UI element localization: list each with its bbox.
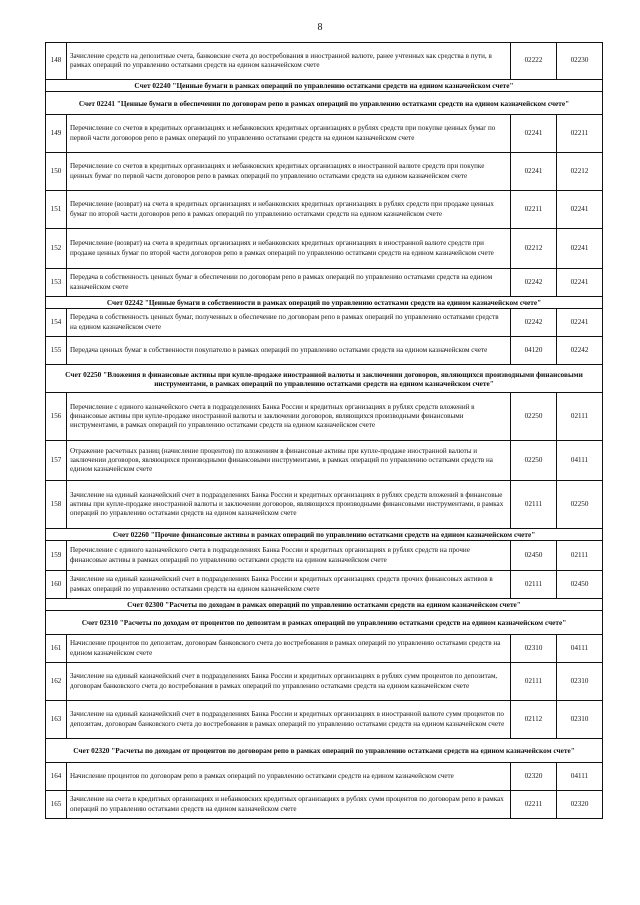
- section-header: Счет 02242 "Ценные бумаги в собственности в рамках операций по управлению остатками средств на едином казначейском счете": [46, 297, 603, 309]
- table-row: [46, 229, 603, 269]
- operation-description: Зачисление на единый казначейский счет в подразделениях Банка России и кредитных организациях в рублях сумм процентов по депозитам, договорам банковского счета до востребования в рамках операций по управлению остатками средств на едином казначейском счете: [67, 663, 511, 701]
- table-row: [46, 541, 603, 571]
- page-number: 8: [317, 22, 323, 33]
- credit-account: 02310: [557, 663, 603, 701]
- credit-account: 02241: [557, 269, 603, 297]
- credit-account: 02212: [557, 153, 603, 191]
- operation-description: Зачисление на единый казначейский счет в подразделениях Банка России и кредитных организациях в рублях средств вложений в финансовые активы при купле-продаже иностранной валюты и заключении договоров, являющихся производными финансовыми инструментами, в рамках операций по управлению остатками средств на едином казначейском счете: [67, 481, 511, 529]
- credit-account: 02250: [557, 481, 603, 529]
- section-header: Счет 02310 "Расчеты по доходам от процентов по депозитам в рамках операций по управлению остатками средств на едином казначейском счете": [46, 611, 603, 635]
- table-row: [46, 191, 603, 229]
- row-number: 154: [46, 309, 67, 337]
- debit-account: 02111: [511, 663, 557, 701]
- table-row: [46, 393, 603, 441]
- table-row: [46, 441, 603, 481]
- credit-account: 02242: [557, 337, 603, 365]
- operation-description: Отражение расчетных разниц (начисление процентов) по вложениям в финансовые активы при купле-продаже иностранной валюты и заключении договоров, являющихся производными финансовыми инструментами, в рамках операций по управлению остатками средств на едином казначейском счете: [67, 441, 511, 481]
- debit-account: 02450: [511, 541, 557, 571]
- table-body: [46, 43, 603, 819]
- section-header-row: [46, 92, 603, 115]
- row-number: 150: [46, 153, 67, 191]
- section-header: Счет 02241 "Ценные бумаги в обеспечении по договорам репо в рамках операций по управлению остатками средств на едином казначейском счете": [46, 92, 603, 115]
- operation-description: Начисление процентов по депозитам, договорам банковского счета до востребования в рамках операций по управлению остатками средств на едином казначейском счете: [67, 635, 511, 663]
- operation-description: Начисление процентов по договорам репо в рамках операций по управлению остатками средств на едином казначейском счете: [67, 763, 511, 791]
- credit-account: 02211: [557, 115, 603, 153]
- credit-account: 02230: [557, 43, 603, 80]
- table-row: [46, 43, 603, 80]
- row-number: 152: [46, 229, 67, 269]
- debit-account: 02241: [511, 153, 557, 191]
- row-number: 165: [46, 791, 67, 819]
- row-number: 158: [46, 481, 67, 529]
- row-number: 155: [46, 337, 67, 365]
- operation-description: Зачисление на единый казначейский счет в подразделениях Банка России и кредитных организациях средств прочих финансовых активов в рамках операций по управлению остатками средств на едином казначейском счете: [67, 571, 511, 599]
- row-number: 160: [46, 571, 67, 599]
- section-header-row: [46, 297, 603, 309]
- section-header: Счет 02320 "Расчеты по доходам от процентов по договорам репо в рамках операций по управлению остатками средств на едином казначейском счете": [46, 739, 603, 763]
- debit-account: 04120: [511, 337, 557, 365]
- operation-description: Перечисление с единого казначейского счета в подразделениях Банка России и кредитных организациях в рублях средств на прочие финансовые активы в рамках операций по управлению остатками средств на едином казначейском счете: [67, 541, 511, 571]
- debit-account: 02211: [511, 191, 557, 229]
- operation-description: Зачисление средств на депозитные счета, банковские счета до востребования в иностранной валюте, ранее учтенных как средства в пути, в рамках операций по управлению остатками средств на едином казначейском счете: [67, 43, 511, 80]
- row-number: 148: [46, 43, 67, 80]
- table-row: [46, 701, 603, 739]
- accounting-entries-table: [45, 42, 603, 819]
- table-row: [46, 571, 603, 599]
- credit-account: 02320: [557, 791, 603, 819]
- debit-account: 02211: [511, 791, 557, 819]
- operation-description: Перечисление (возврат) на счета в кредитных организациях и небанковских кредитных организациях в рублях средств при продаже ценных бумаг по второй части договоров репо в рамках операций по управлению остатками средств на едином казначейском счете: [67, 191, 511, 229]
- row-number: 151: [46, 191, 67, 229]
- credit-account: 02241: [557, 229, 603, 269]
- section-header-row: [46, 739, 603, 763]
- operation-description: Передача в собственность ценных бумаг, полученных в обеспечение по договорам репо в рамках операций по управлению остатками средств на едином казначейском счете: [67, 309, 511, 337]
- credit-account: 04111: [557, 441, 603, 481]
- row-number: 156: [46, 393, 67, 441]
- credit-account: 04111: [557, 763, 603, 791]
- table-row: [46, 481, 603, 529]
- debit-account: 02212: [511, 229, 557, 269]
- credit-account: 02241: [557, 191, 603, 229]
- table-row: [46, 309, 603, 337]
- debit-account: 02310: [511, 635, 557, 663]
- section-header-row: [46, 529, 603, 541]
- debit-account: 02241: [511, 115, 557, 153]
- table-row: [46, 763, 603, 791]
- row-number: 149: [46, 115, 67, 153]
- row-number: 162: [46, 663, 67, 701]
- table-row: [46, 153, 603, 191]
- row-number: 164: [46, 763, 67, 791]
- table-row: [46, 791, 603, 819]
- operation-description: Зачисление на единый казначейский счет в подразделениях Банка России и кредитных организациях в иностранной валюте сумм процентов по депозитам, договорам банковского счета до востребования в рамках операций по управлению остатками средств на едином казначейском счете: [67, 701, 511, 739]
- table-row: [46, 337, 603, 365]
- credit-account: 02111: [557, 393, 603, 441]
- operation-description: Перечисление со счетов в кредитных организациях и небанковских кредитных организациях в рублях средств при покупке ценных бумаг по первой части договоров репо в рамках операций по управлению остатками средств на едином казначейском счете: [67, 115, 511, 153]
- row-number: 163: [46, 701, 67, 739]
- debit-account: 02111: [511, 571, 557, 599]
- section-header: Счет 02300 "Расчеты по доходам в рамках операций по управлению остатками средств на едином казначейском счете": [46, 599, 603, 611]
- operation-description: Перечисление с единого казначейского счета в подразделениях Банка России и кредитных организациях в рублях средств вложений в финансовые активы при купле-продаже иностранной валюты и заключении договоров, являющихся производными финансовыми инструментами, в рамках операций по управлению остатками средств на едином казначейском счете: [67, 393, 511, 441]
- debit-account: 02242: [511, 309, 557, 337]
- debit-account: 02250: [511, 441, 557, 481]
- debit-account: 02222: [511, 43, 557, 80]
- section-header: Счет 02250 "Вложения в финансовые активы при купле-продаже иностранной валюты и заключении договоров, являющихся производными финансовыми инструментами, в рамках операций по управлению остатками средств на едином казначейском счете": [46, 365, 603, 393]
- table-row: [46, 635, 603, 663]
- row-number: 161: [46, 635, 67, 663]
- credit-account: 02310: [557, 701, 603, 739]
- debit-account: 02242: [511, 269, 557, 297]
- section-header-row: [46, 365, 603, 393]
- credit-account: 02450: [557, 571, 603, 599]
- section-header-row: [46, 611, 603, 635]
- operation-description: Зачисление на счета в кредитных организациях и небанковских кредитных организациях в рублях сумм процентов по договорам репо в рамках операций по управлению остатками средств на едином казначейском счете: [67, 791, 511, 819]
- operation-description: Передача ценных бумаг в собственности покупателю в рамках операций по управлению остатками средств на едином казначейском счете: [67, 337, 511, 365]
- credit-account: 02111: [557, 541, 603, 571]
- operation-description: Перечисление со счетов в кредитных организациях и небанковских кредитных организациях в иностранной валюте средств при покупке ценных бумаг по первой части договоров репо в рамках операций по управлению остатками средств на едином казначейском счете: [67, 153, 511, 191]
- debit-account: 02320: [511, 763, 557, 791]
- row-number: 153: [46, 269, 67, 297]
- debit-account: 02250: [511, 393, 557, 441]
- table-row: [46, 663, 603, 701]
- debit-account: 02112: [511, 701, 557, 739]
- section-header: Счет 02240 "Ценные бумаги в рамках операций по управлению остатками средств на едином казначейском счете": [46, 80, 603, 92]
- operation-description: Передача в собственность ценных бумаг в обеспечении по договорам репо в рамках операций по управлению остатками средств на едином казначейском счете: [67, 269, 511, 297]
- section-header: Счет 02260 "Прочие финансовые активы в рамках операций по управлению остатками средств на едином казначейском счете": [46, 529, 603, 541]
- row-number: 159: [46, 541, 67, 571]
- section-header-row: [46, 599, 603, 611]
- row-number: 157: [46, 441, 67, 481]
- operation-description: Перечисление (возврат) на счета в кредитных организациях и небанковских кредитных организациях в иностранной валюте средств при продаже ценных бумаг по второй части договоров репо в рамках операций по управлению остатками средств на едином казначейском счете: [67, 229, 511, 269]
- section-header-row: [46, 80, 603, 92]
- table-row: [46, 115, 603, 153]
- table-row: [46, 269, 603, 297]
- credit-account: 04111: [557, 635, 603, 663]
- credit-account: 02241: [557, 309, 603, 337]
- debit-account: 02111: [511, 481, 557, 529]
